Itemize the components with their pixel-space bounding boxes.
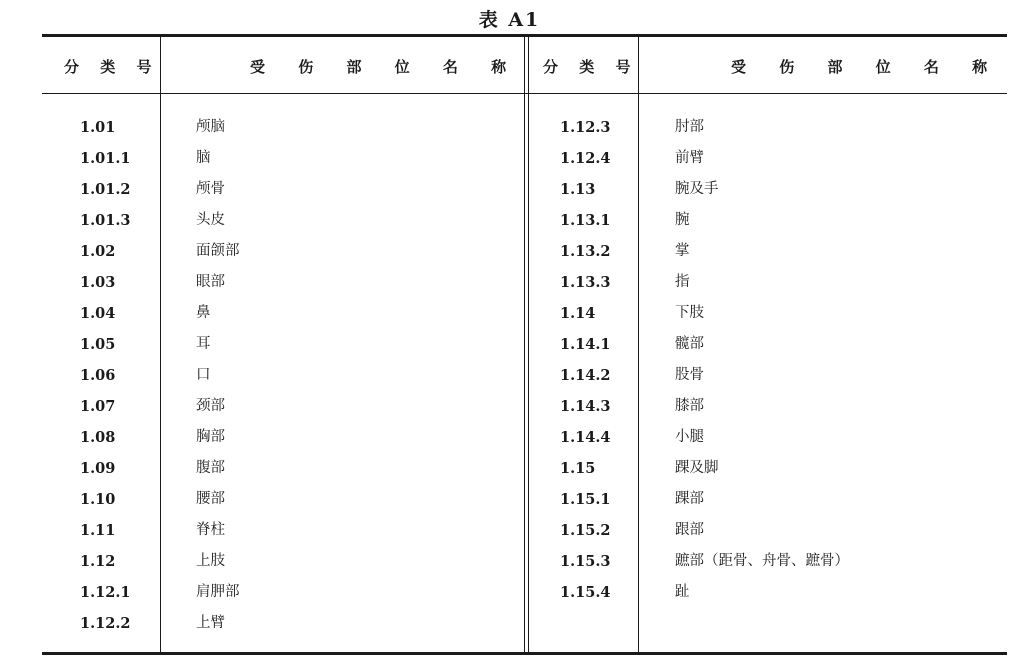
row-injury-site: 口	[196, 367, 211, 383]
row-code: 1.12.3	[560, 119, 611, 136]
row-injury-site: 踝部	[675, 491, 704, 507]
row-code: 1.13.3	[560, 274, 611, 291]
row-code: 1.12.4	[560, 150, 611, 167]
row-code: 1.15.3	[560, 553, 611, 570]
row-injury-site: 鼻	[196, 305, 211, 321]
row-injury-site: 胸部	[196, 429, 225, 445]
row-injury-site: 腹部	[196, 460, 225, 476]
row-injury-site: 跟部	[675, 522, 704, 538]
center-double-divider	[528, 37, 529, 652]
row-code: 1.13.1	[560, 212, 611, 229]
row-injury-site: 掌	[675, 243, 690, 259]
row-code: 1.15.4	[560, 584, 611, 601]
row-injury-site: 肩胛部	[196, 584, 240, 600]
row-code: 1.13.2	[560, 243, 611, 260]
row-injury-site: 眼部	[196, 274, 225, 290]
row-code: 1.12.1	[80, 584, 131, 601]
row-code: 1.12.2	[80, 615, 131, 632]
left-code-column	[80, 112, 130, 639]
header-injury-site-name: 受 伤 部 位 名 称	[731, 58, 1002, 76]
row-code: 1.15.1	[560, 491, 611, 508]
row-injury-site: 腰部	[196, 491, 225, 507]
row-injury-site: 髋部	[675, 336, 704, 352]
row-code: 1.15.2	[560, 522, 611, 539]
row-code: 1.03	[80, 274, 116, 291]
row-code: 1.09	[80, 460, 116, 477]
row-code: 1.01.3	[80, 212, 131, 229]
row-code: 1.05	[80, 336, 116, 353]
center-double-divider	[524, 37, 525, 652]
row-code: 1.11	[80, 522, 116, 539]
table-bottom-rule	[42, 652, 1007, 655]
row-injury-site: 下肢	[675, 305, 704, 321]
row-code: 1.14.2	[560, 367, 611, 384]
row-injury-site: 上肢	[196, 553, 225, 569]
row-injury-site: 上臂	[196, 615, 225, 631]
right-code-column	[560, 112, 610, 608]
row-injury-site: 趾	[675, 584, 690, 600]
header-injury-site-name: 受 伤 部 位 名 称	[250, 58, 521, 76]
header-classification-code: 分 类 号	[543, 58, 639, 76]
row-injury-site: 脊柱	[196, 522, 225, 538]
table-caption: 表 A1	[478, 9, 541, 31]
row-injury-site: 脑	[196, 150, 211, 166]
column-divider	[160, 37, 161, 652]
row-code: 1.15	[560, 460, 596, 477]
row-injury-site: 颅脑	[196, 119, 225, 135]
left-name-column	[196, 112, 240, 639]
row-code: 1.01.2	[80, 181, 131, 198]
row-code: 1.07	[80, 398, 116, 415]
row-code: 1.01.1	[80, 150, 131, 167]
row-injury-site: 腕	[675, 212, 690, 228]
row-injury-site: 踝及脚	[675, 460, 719, 476]
row-code: 1.08	[80, 429, 116, 446]
row-code: 1.02	[80, 243, 116, 260]
row-injury-site: 蹠部（距骨、舟骨、蹠骨）	[675, 553, 849, 569]
row-code: 1.14.4	[560, 429, 611, 446]
row-injury-site: 小腿	[675, 429, 704, 445]
row-code: 1.12	[80, 553, 116, 570]
row-injury-site: 颈部	[196, 398, 225, 414]
row-code: 1.06	[80, 367, 116, 384]
row-code: 1.10	[80, 491, 116, 508]
row-code: 1.04	[80, 305, 116, 322]
right-name-column	[675, 112, 849, 608]
row-injury-site: 指	[675, 274, 690, 290]
row-code: 1.14.3	[560, 398, 611, 415]
row-injury-site: 膝部	[675, 398, 704, 414]
row-injury-site: 颅骨	[196, 181, 225, 197]
row-code: 1.14.1	[560, 336, 611, 353]
row-injury-site: 面颌部	[196, 243, 240, 259]
row-injury-site: 肘部	[675, 119, 704, 135]
row-code: 1.13	[560, 181, 596, 198]
row-injury-site: 耳	[196, 336, 211, 352]
header-classification-code: 分 类 号	[64, 58, 160, 76]
row-injury-site: 股骨	[675, 367, 704, 383]
column-divider	[638, 37, 639, 652]
row-injury-site: 腕及手	[675, 181, 719, 197]
row-code: 1.14	[560, 305, 596, 322]
row-injury-site: 前臂	[675, 150, 704, 166]
row-injury-site: 头皮	[196, 212, 225, 228]
row-code: 1.01	[80, 119, 116, 136]
